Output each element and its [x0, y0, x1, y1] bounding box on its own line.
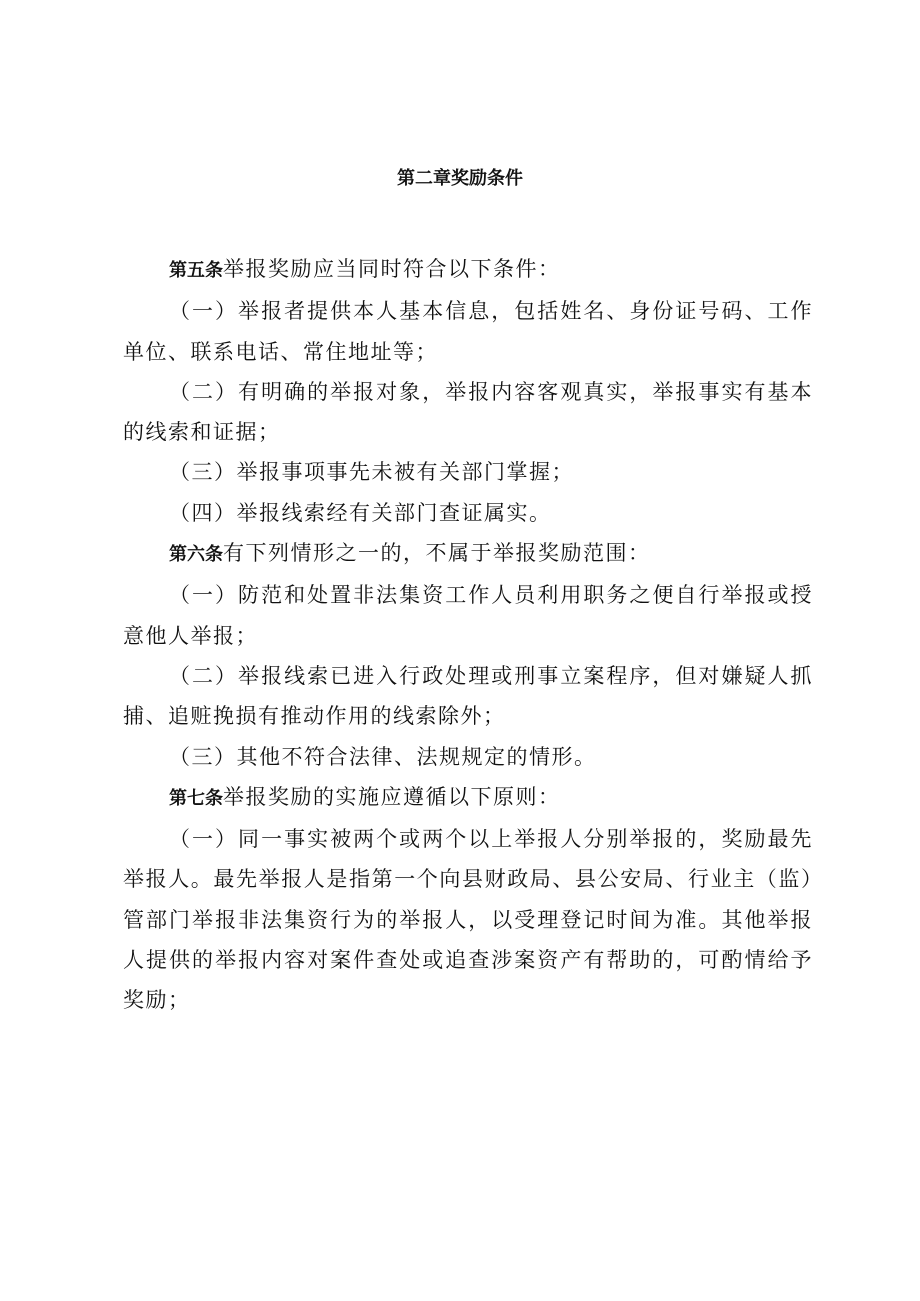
chapter-title: 第二章奖励条件 — [397, 168, 523, 189]
article-5-item-1: （一）举报者提供本人基本信息，包括姓名、身份证号码、工作单位、联系电话、常住地址等； — [123, 299, 813, 364]
article-6-item-3: （三）其他不符合法律、法规规定的情形。 — [169, 744, 597, 769]
article-7-intro-text: 举报奖励的实施应遵循以下原则： — [223, 784, 561, 809]
article-5-item-3: （三）举报事项事先未被有关部门掌握； — [169, 460, 574, 485]
article-5-item-4: （四）举报线索经有关部门查证属实。 — [169, 500, 552, 525]
article-5-item-2: （二）有明确的举报对象，举报内容客观真实，举报事实有基本的线索和证据； — [123, 379, 813, 445]
article-5-intro-text: 举报奖励应当同时符合以下条件： — [223, 257, 561, 281]
article-6-intro — [123, 533, 813, 575]
article-7-label: 第七条 — [169, 787, 223, 809]
article-6-intro-text: 有下列情形之一的，不属于举报奖励范围： — [223, 541, 651, 566]
article-6-item-1: （一）防范和处置非法集资工作人员利用职务之便自行举报或授意他人举报； — [123, 583, 813, 648]
article-5-label: 第五条 — [169, 260, 223, 281]
document-body — [123, 249, 813, 1021]
article-7-intro — [123, 777, 813, 819]
article-5-intro — [123, 249, 813, 291]
article-7-item-1: （一）同一事实被两个或两个以上举报人分别举报的，奖励最先举报人。最先举报人是指第一个向县财政局、县公安局、行业主（监）管部门举报非法集资行为的举报人，以受理登记时间为准。其他举报人提供的举报内容对案件查处或追查涉案资产有帮助的，可酌情给予奖励； — [123, 827, 813, 1013]
article-6-label: 第六条 — [169, 544, 223, 566]
article-6-item-2: （二）举报线索已进入行政处理或刑事立案程序，但对嫌疑人抓捕、追赃挽损有推动作用的线索除外； — [123, 663, 813, 729]
